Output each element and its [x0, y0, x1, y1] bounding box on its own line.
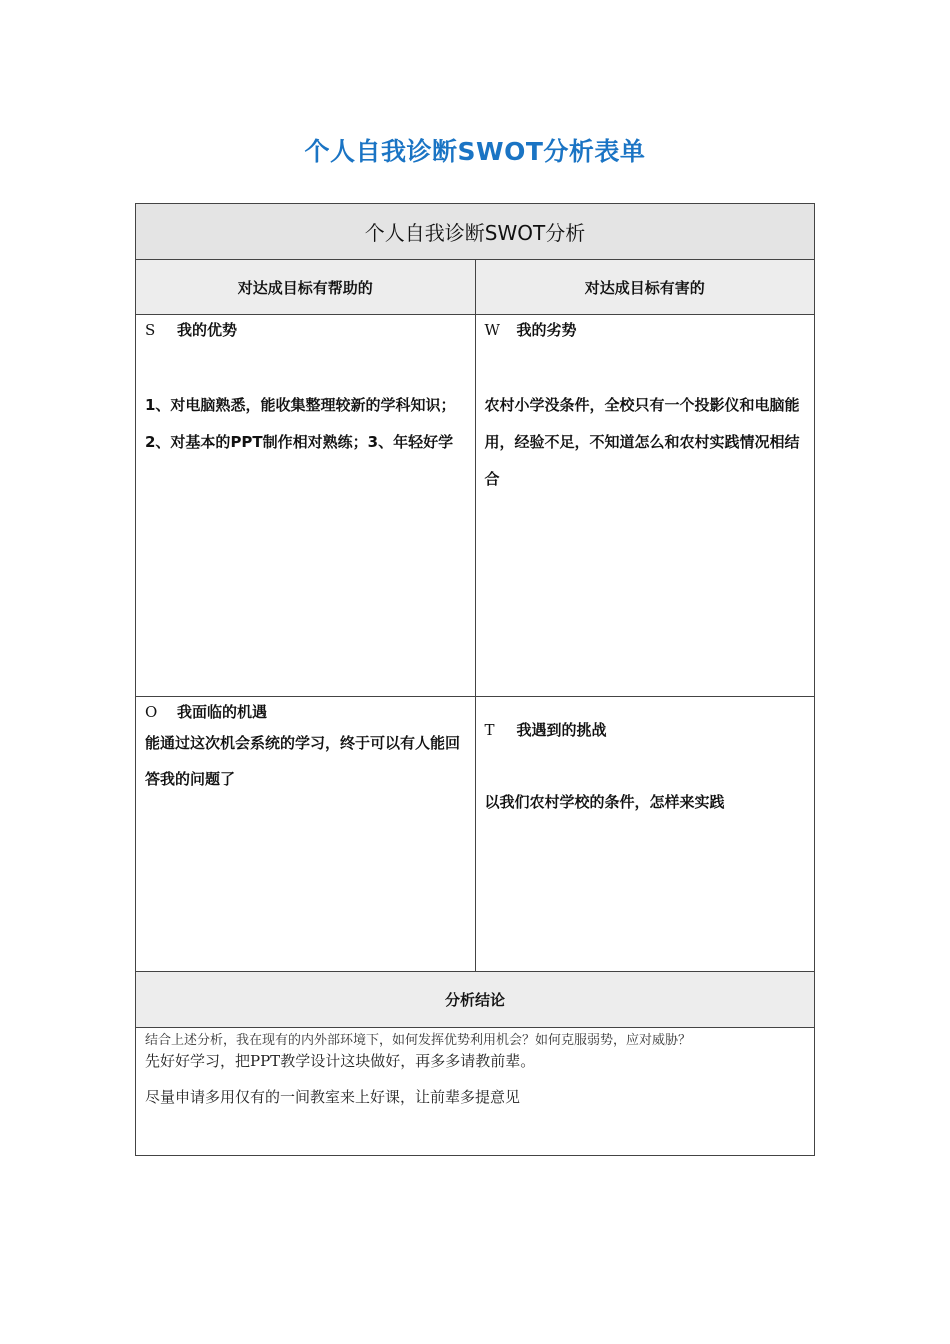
helpful-column-header: 对达成目标有帮助的: [136, 260, 476, 315]
threats-title: 我遇到的挑战: [516, 721, 607, 739]
weaknesses-text: 农村小学没条件，全校只有一个投影仪和电脑能用，经验不足，不知道怎么和农村实践情况相结合: [484, 396, 800, 488]
strengths-weaknesses-row: [136, 315, 815, 697]
conclusion-body-row: [136, 1028, 815, 1156]
table-header-row: [136, 204, 815, 260]
conclusion-prompt: 结合上述分析，我在现有的内外部环境下，如何发挥优势利用机会？如何克服弱势，应对威胁？: [145, 1033, 692, 1048]
threats-heading: [485, 719, 807, 741]
opportunities-letter: O: [145, 703, 158, 721]
threats-cell: [475, 697, 815, 972]
document-title: 个人自我诊断SWOT分析表单: [304, 137, 646, 166]
weaknesses-title: 我的劣势: [516, 321, 577, 339]
weaknesses-cell: [475, 315, 815, 697]
opportunities-text: 能通过这次机会系统的学习，终于可以有人能回答我的问题了: [145, 734, 461, 788]
opportunities-cell: [136, 697, 476, 972]
strengths-text: 1、对电脑熟悉，能收集整理较新的学科知识；2、对基本的PPT制作相对熟练；3、年轻好学: [145, 396, 456, 451]
column-header-row: [136, 260, 815, 315]
conclusion-cell: [136, 1028, 815, 1156]
opportunities-heading: [145, 701, 467, 723]
conclusion-header-row: [136, 972, 815, 1028]
table-header: 个人自我诊断SWOT分析: [136, 204, 815, 260]
threats-letter: T: [484, 721, 495, 739]
strengths-letter: S: [145, 321, 156, 339]
threats-text: 以我们农村学校的条件，怎样来实践: [484, 793, 725, 811]
harmful-column-header: 对达成目标有害的: [475, 260, 815, 315]
weaknesses-letter: W: [484, 321, 500, 339]
swot-table: [135, 203, 815, 1156]
strengths-heading: [145, 319, 467, 341]
conclusion-line-1: 先好好学习，把PPT教学设计这块做好，再多多请教前辈。: [145, 1052, 536, 1070]
strengths-title: 我的优势: [177, 321, 238, 339]
weaknesses-heading: [485, 319, 807, 341]
conclusion-heading: 分析结论: [136, 972, 815, 1028]
opportunities-threats-row: [136, 697, 815, 972]
opportunities-title: 我面临的机遇: [177, 703, 268, 721]
strengths-cell: [136, 315, 476, 697]
conclusion-line-2: 尽量申请多用仅有的一间教室来上好课，让前辈多提意见: [145, 1088, 521, 1106]
